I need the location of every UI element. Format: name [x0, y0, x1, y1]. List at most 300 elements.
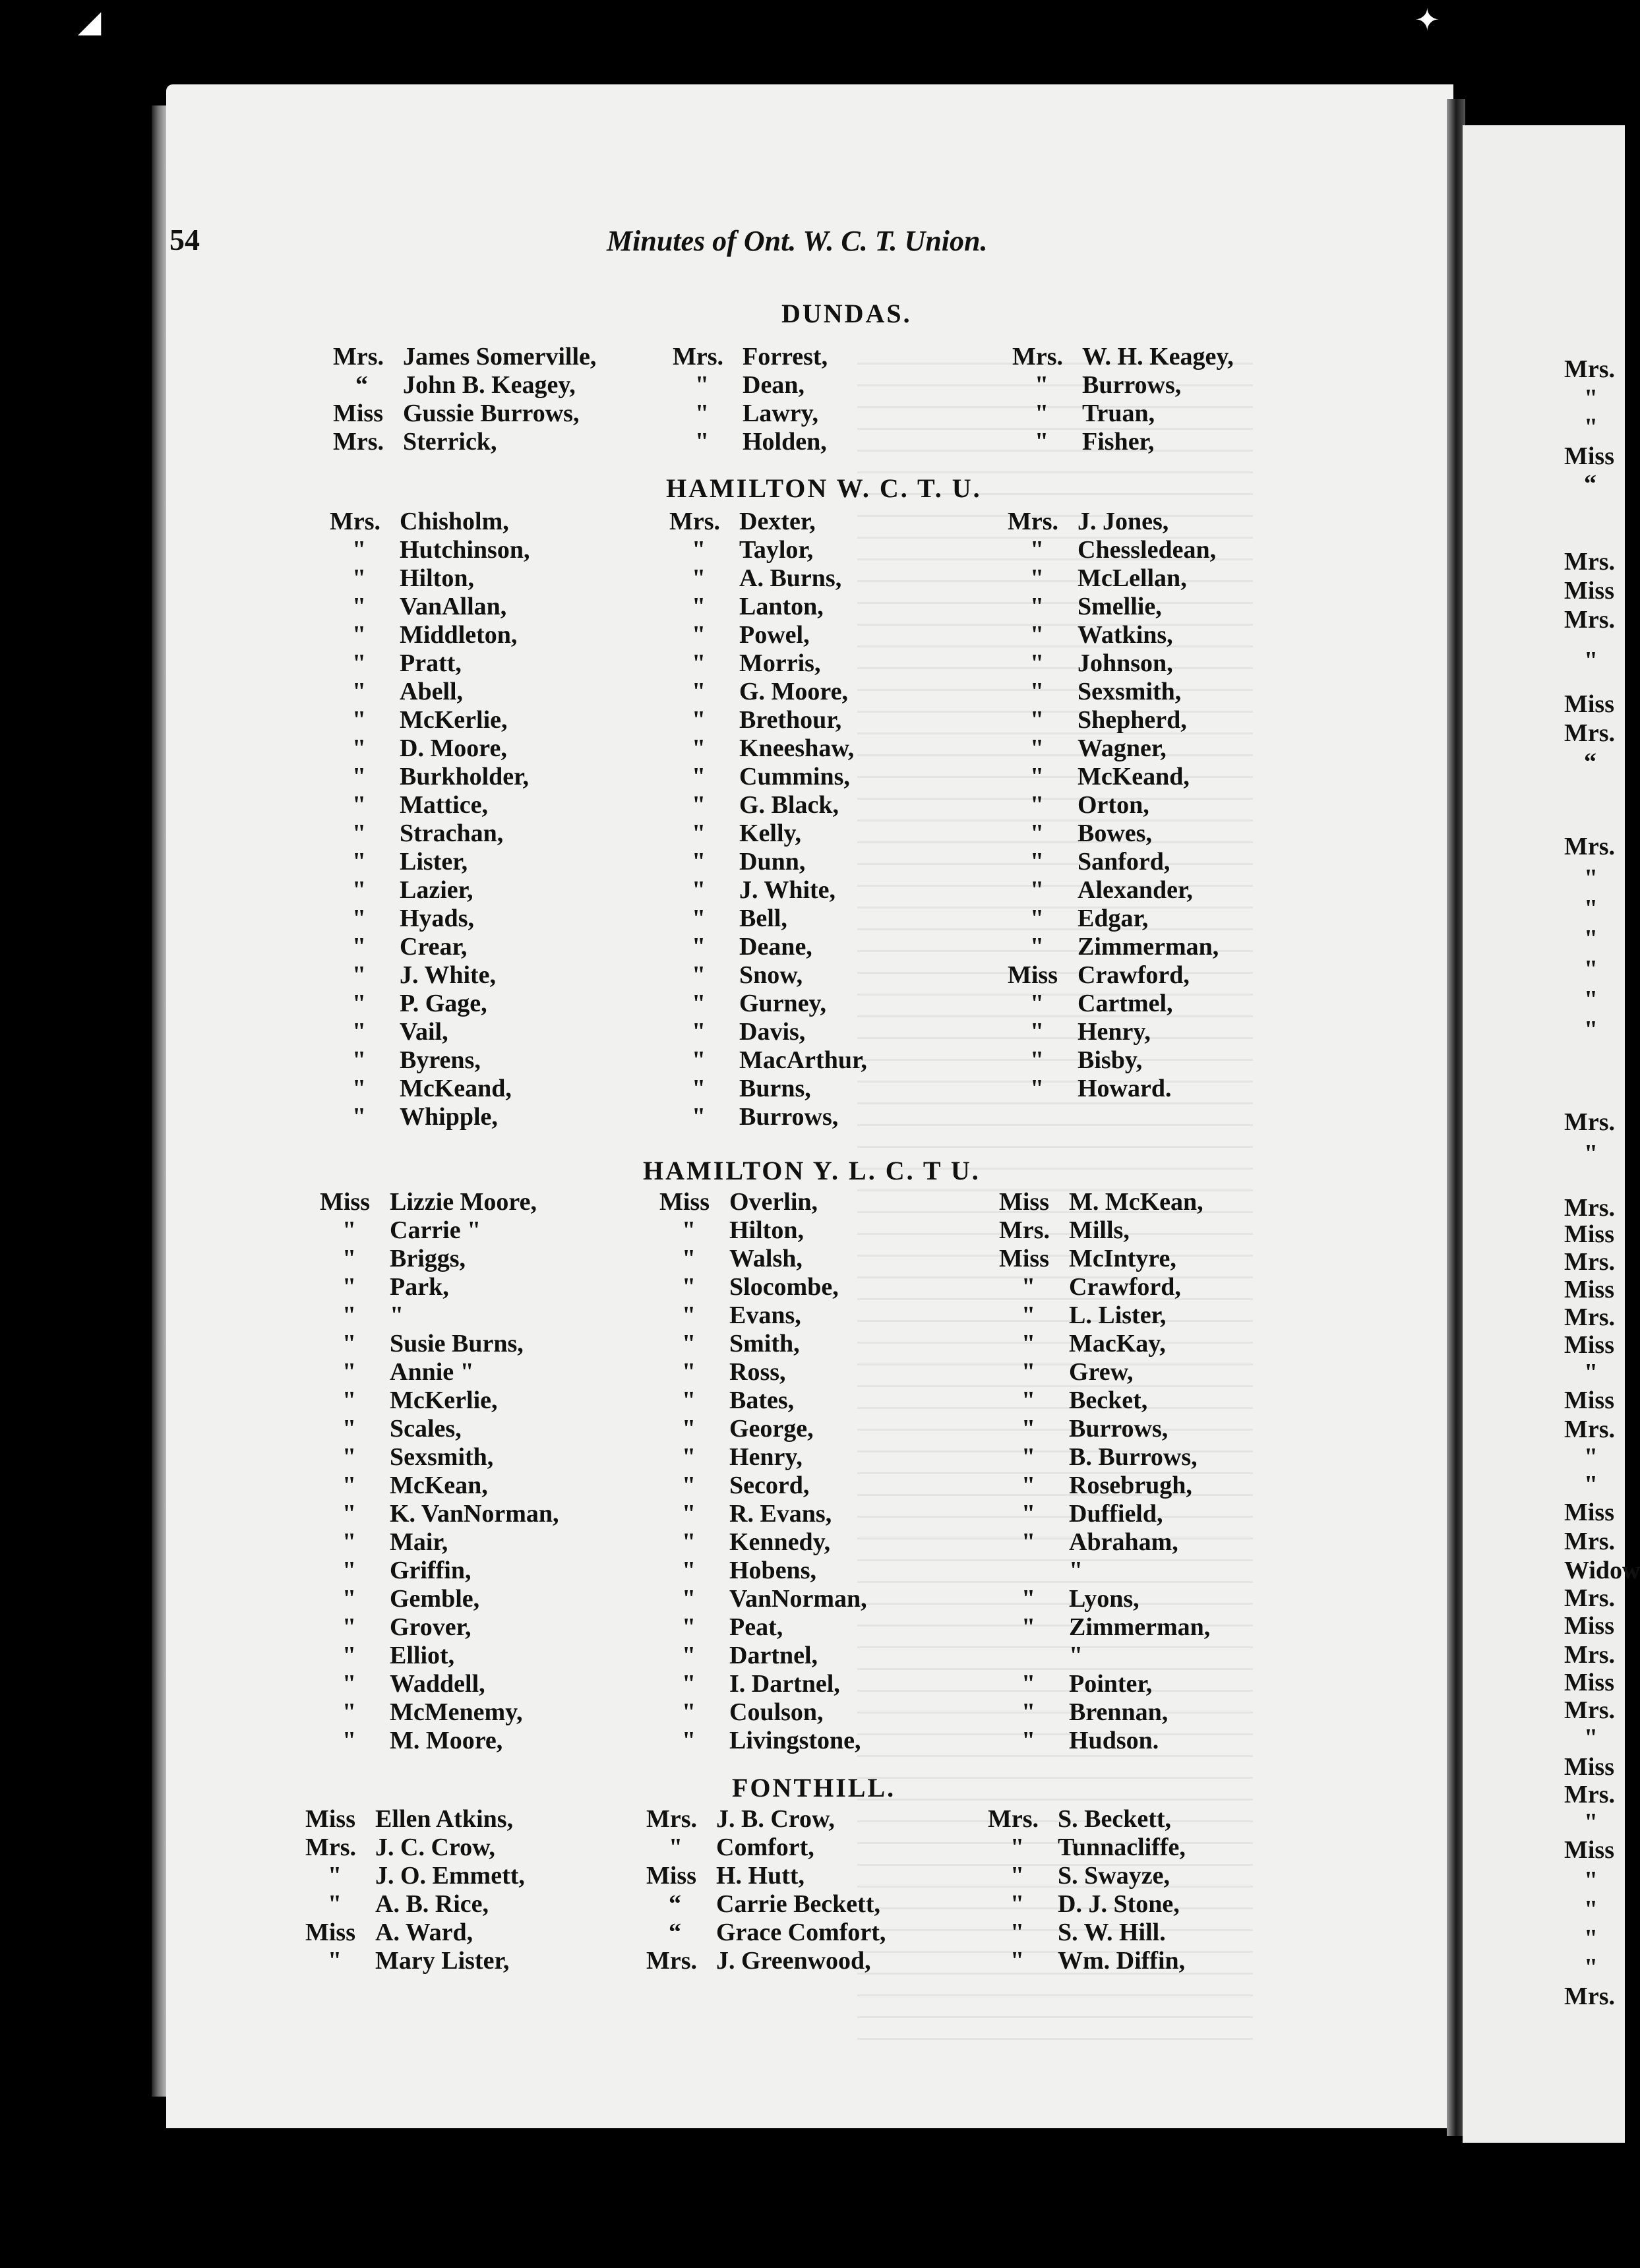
- section-title: HAMILTON W. C. T. U.: [666, 473, 982, 503]
- member-title: ": [342, 1387, 357, 1414]
- member-title: Miss: [659, 1188, 710, 1216]
- member-entry: [669, 820, 867, 848]
- member-entry: [659, 1557, 867, 1585]
- member-name: Gussie Burrows,: [403, 400, 580, 427]
- member-entry: [999, 1585, 1210, 1613]
- member-entry: [320, 1443, 559, 1472]
- facing-page-title: ": [1584, 384, 1598, 412]
- member-name: S. Swayze,: [1058, 1862, 1170, 1890]
- member-name: McIntyre,: [1069, 1245, 1176, 1272]
- member-entry: [320, 1642, 559, 1670]
- member-name: Scales,: [390, 1415, 462, 1443]
- member-name: Burkholder,: [400, 763, 530, 791]
- facing-page-title: ": [1584, 1895, 1598, 1923]
- member-entry: [999, 1245, 1210, 1273]
- running-head: Minutes of Ont. W. C. T. Union.: [607, 225, 988, 257]
- name-column: [988, 1805, 1186, 1975]
- member-title: ": [682, 1613, 696, 1641]
- member-entry: [1012, 343, 1234, 371]
- name-column: [673, 343, 828, 456]
- member-title: ": [692, 649, 706, 677]
- member-title: ": [692, 1018, 706, 1046]
- member-title: ": [682, 1642, 696, 1669]
- member-name: Cartmel,: [1078, 990, 1173, 1017]
- member-entry: [333, 371, 596, 400]
- member-entry: [1008, 706, 1219, 734]
- member-title: Miss: [999, 1188, 1049, 1216]
- member-name: Burns,: [739, 1075, 811, 1102]
- member-title: Miss: [333, 400, 383, 427]
- member-title: ": [1030, 593, 1045, 620]
- member-name: G. Moore,: [739, 678, 848, 705]
- member-entry: [320, 1301, 559, 1330]
- member-entry: [1008, 1046, 1219, 1075]
- member-entry: [305, 1919, 525, 1947]
- member-name: Park,: [390, 1273, 449, 1301]
- member-entry: [333, 428, 596, 456]
- member-title: ": [352, 961, 367, 989]
- member-entry: [999, 1330, 1210, 1358]
- member-name: Dartnel,: [729, 1642, 818, 1669]
- facing-page-title: Mrs.: [1564, 1641, 1616, 1669]
- member-name: I. Dartnel,: [729, 1670, 840, 1698]
- member-name: Griffin,: [390, 1557, 471, 1584]
- member-title: ": [328, 1862, 342, 1890]
- member-entry: [333, 400, 596, 428]
- member-name: Ellen Atkins,: [375, 1805, 514, 1833]
- member-entry: [669, 990, 867, 1018]
- member-entry: [320, 1698, 559, 1727]
- member-title: ": [342, 1613, 357, 1641]
- name-column: [320, 1188, 559, 1755]
- member-name: George,: [729, 1415, 814, 1443]
- member-title: Miss: [1008, 961, 1058, 989]
- member-entry: [1008, 763, 1219, 791]
- member-title: ": [1021, 1273, 1036, 1301]
- member-title: ": [1030, 649, 1045, 677]
- member-entry: [669, 905, 867, 933]
- member-entry: [320, 1330, 559, 1358]
- member-name: Mary Lister,: [375, 1947, 510, 1975]
- member-name: McKerlie,: [390, 1387, 498, 1414]
- member-name: Kelly,: [739, 820, 801, 847]
- facing-page-title: Mrs.: [1564, 606, 1616, 634]
- member-name: G. Black,: [739, 791, 839, 819]
- member-title: ": [1030, 536, 1045, 564]
- member-name: Abell,: [400, 678, 464, 705]
- name-column: [999, 1188, 1210, 1755]
- member-entry: [330, 564, 530, 593]
- member-name: J. Jones,: [1078, 508, 1169, 535]
- facing-page-title: Miss: [1564, 442, 1614, 470]
- corner-mark-icon: ◢: [78, 5, 102, 38]
- facing-page-title: Mrs.: [1564, 1781, 1616, 1808]
- member-entry: [1008, 820, 1219, 848]
- member-name: Grover,: [390, 1613, 471, 1641]
- member-name: Rosebrugh,: [1069, 1472, 1192, 1499]
- member-title: ": [342, 1245, 357, 1272]
- facing-page-title: Mrs.: [1564, 1528, 1616, 1555]
- member-entry: [330, 876, 530, 905]
- member-entry: [330, 706, 530, 734]
- member-entry: [330, 933, 530, 961]
- member-name: Smellie,: [1078, 593, 1162, 620]
- member-title: ": [342, 1727, 357, 1754]
- member-name: J. Greenwood,: [716, 1947, 871, 1975]
- member-entry: [330, 678, 530, 706]
- member-entry: [1008, 734, 1219, 763]
- member-title: ": [692, 564, 706, 592]
- facing-page-title: Mrs.: [1564, 1416, 1616, 1443]
- member-title: ": [342, 1698, 357, 1726]
- member-name: Howard.: [1078, 1075, 1172, 1102]
- member-entry: [320, 1585, 559, 1613]
- member-title: ": [1030, 1018, 1045, 1046]
- name-column: [305, 1805, 525, 1975]
- member-title: Mrs.: [333, 343, 384, 371]
- member-name: MacArthur,: [739, 1046, 867, 1074]
- member-name: A. Burns,: [739, 564, 842, 592]
- member-entry: [320, 1472, 559, 1500]
- member-title: ": [692, 848, 706, 876]
- facing-page-title: Miss: [1564, 1612, 1614, 1640]
- member-title: Mrs.: [646, 1805, 698, 1833]
- member-title: ": [1035, 428, 1049, 456]
- member-entry: [669, 678, 867, 706]
- member-title: ": [342, 1358, 357, 1386]
- member-entry: [320, 1415, 559, 1443]
- member-entry: [988, 1834, 1186, 1862]
- member-title: ": [342, 1216, 357, 1244]
- member-name: Kennedy,: [729, 1528, 831, 1556]
- member-entry: [669, 1075, 867, 1103]
- member-title: ": [342, 1585, 357, 1613]
- member-name: Mair,: [390, 1528, 448, 1556]
- member-entry: [669, 706, 867, 734]
- member-title: ": [1030, 990, 1045, 1017]
- facing-page-title: ": [1584, 895, 1598, 922]
- member-name: M. McKean,: [1069, 1188, 1203, 1216]
- member-title: ": [352, 564, 367, 592]
- member-name: VanAllan,: [400, 593, 507, 620]
- member-entry: [330, 621, 530, 649]
- member-title: Miss: [320, 1188, 370, 1216]
- facing-page-title: Mrs.: [1564, 1983, 1616, 2010]
- facing-page-title: Miss: [1564, 1753, 1614, 1781]
- member-title: ": [342, 1330, 357, 1358]
- member-title: ": [682, 1387, 696, 1414]
- member-entry: [330, 763, 530, 791]
- facing-page-title: ": [1584, 864, 1598, 892]
- member-name: Davis,: [739, 1018, 806, 1046]
- member-entry: [988, 1805, 1186, 1834]
- member-title: ": [692, 1103, 706, 1131]
- member-name: K. VanNorman,: [390, 1500, 559, 1528]
- member-entry: [646, 1834, 886, 1862]
- facing-page-title: Miss: [1564, 690, 1614, 718]
- facing-page-title: ": [1584, 1140, 1598, 1168]
- member-title: ": [1030, 876, 1045, 904]
- member-entry: [1008, 961, 1219, 990]
- member-entry: [320, 1273, 559, 1301]
- facing-page-title: Mrs.: [1564, 1584, 1616, 1612]
- facing-page-title: Miss: [1564, 1499, 1614, 1526]
- member-entry: [1012, 371, 1234, 400]
- member-name: Deane,: [739, 933, 812, 961]
- member-title: Mrs.: [999, 1216, 1050, 1244]
- member-title: Mrs.: [305, 1834, 357, 1861]
- member-entry: [659, 1727, 867, 1755]
- name-column: [659, 1188, 867, 1755]
- member-entry: [659, 1500, 867, 1528]
- member-name: Burrows,: [1069, 1415, 1169, 1443]
- facing-page-title: ": [1584, 986, 1598, 1013]
- facing-page-title: ": [1584, 955, 1598, 983]
- member-entry: [330, 593, 530, 621]
- member-name: Wagner,: [1078, 734, 1167, 762]
- facing-page-title: Mrs.: [1564, 1248, 1616, 1276]
- member-title: ": [1021, 1415, 1036, 1443]
- member-title: ": [342, 1273, 357, 1301]
- member-title: ": [682, 1528, 696, 1556]
- member-entry: [659, 1188, 867, 1216]
- member-entry: [659, 1415, 867, 1443]
- member-name: Sterrick,: [403, 428, 497, 456]
- member-entry: [1008, 905, 1219, 933]
- name-column: [333, 343, 596, 456]
- member-entry: [1008, 678, 1219, 706]
- member-title: ": [352, 678, 367, 705]
- facing-page-title: Miss: [1564, 577, 1614, 605]
- member-entry: [1008, 1075, 1219, 1103]
- member-title: ": [342, 1528, 357, 1556]
- member-name: McMenemy,: [390, 1698, 523, 1726]
- member-entry: [320, 1557, 559, 1585]
- facing-page-title: Miss: [1564, 1220, 1614, 1248]
- member-name: McKeand,: [1078, 763, 1190, 791]
- member-name: Burrows,: [1082, 371, 1182, 399]
- member-title: ": [682, 1273, 696, 1301]
- facing-page-title: Miss: [1564, 1669, 1614, 1696]
- member-entry: [305, 1862, 525, 1890]
- member-name: Smith,: [729, 1330, 800, 1358]
- member-entry: [646, 1805, 886, 1834]
- member-entry: [320, 1387, 559, 1415]
- member-name: Hutchinson,: [400, 536, 530, 564]
- member-title: ": [1021, 1528, 1036, 1556]
- member-name: Zimmerman,: [1069, 1613, 1211, 1641]
- member-entry: [669, 1018, 867, 1046]
- member-title: ": [1030, 1075, 1045, 1102]
- member-name: McKeand,: [400, 1075, 512, 1102]
- member-title: ": [1010, 1947, 1025, 1975]
- member-name: Sexsmith,: [390, 1443, 494, 1471]
- member-entry: [320, 1188, 559, 1216]
- member-title: ": [692, 820, 706, 847]
- member-name: Abraham,: [1069, 1528, 1178, 1556]
- facing-page-title: Mrs.: [1564, 1108, 1616, 1136]
- member-name: Livingstone,: [729, 1727, 861, 1754]
- member-title: ": [342, 1500, 357, 1528]
- member-entry: [330, 1103, 530, 1131]
- member-name: P. Gage,: [400, 990, 487, 1017]
- member-title: ": [352, 990, 367, 1017]
- member-entry: [669, 933, 867, 961]
- member-entry: [669, 564, 867, 593]
- member-entry: [669, 593, 867, 621]
- member-name: Briggs,: [390, 1245, 466, 1272]
- member-name: Slocombe,: [729, 1273, 839, 1301]
- member-name: S. Beckett,: [1058, 1805, 1172, 1833]
- member-title: Mrs.: [646, 1947, 698, 1975]
- facing-page-title: Mrs.: [1564, 833, 1616, 860]
- member-name: Shepherd,: [1078, 706, 1187, 734]
- member-name: Chessledean,: [1078, 536, 1217, 564]
- member-title: ": [682, 1358, 696, 1386]
- member-name: Annie ": [390, 1358, 474, 1386]
- facing-page-title: ": [1584, 1359, 1598, 1387]
- member-title: ": [1021, 1301, 1036, 1329]
- member-name: Evans,: [729, 1301, 801, 1329]
- member-entry: [669, 1046, 867, 1075]
- member-entry: [669, 536, 867, 564]
- member-name: McKerlie,: [400, 706, 508, 734]
- member-name: ": [1069, 1557, 1083, 1584]
- member-title: ": [342, 1443, 357, 1471]
- facing-page-title: ": [1584, 1925, 1598, 1952]
- member-name: Comfort,: [716, 1834, 814, 1861]
- member-entry: [669, 763, 867, 791]
- facing-page-title: “: [1584, 470, 1596, 498]
- name-column: [1012, 343, 1234, 456]
- facing-page-title: ": [1584, 1724, 1598, 1752]
- member-title: ": [669, 1834, 683, 1861]
- member-name: Gurney,: [739, 990, 826, 1017]
- member-title: ": [352, 820, 367, 847]
- member-title: ": [1030, 848, 1045, 876]
- name-column: [669, 508, 867, 1131]
- member-title: ": [692, 763, 706, 791]
- member-title: ": [328, 1947, 342, 1975]
- member-entry: [320, 1528, 559, 1557]
- member-entry: [330, 536, 530, 564]
- member-title: ": [1021, 1387, 1036, 1414]
- member-title: ": [328, 1890, 342, 1918]
- member-name: Hilton,: [729, 1216, 804, 1244]
- member-name: James Somerville,: [403, 343, 597, 371]
- member-name: McLellan,: [1078, 564, 1187, 592]
- member-name: Morris,: [739, 649, 821, 677]
- member-name: Henry,: [1078, 1018, 1151, 1046]
- member-name: Waddell,: [390, 1670, 485, 1698]
- member-entry: [333, 343, 596, 371]
- member-title: ": [682, 1330, 696, 1358]
- member-name: McKean,: [390, 1472, 488, 1499]
- member-entry: [1008, 876, 1219, 905]
- member-name: John B. Keagey,: [403, 371, 576, 399]
- member-title: ": [352, 1018, 367, 1046]
- member-title: ": [692, 1046, 706, 1074]
- member-entry: [1008, 990, 1219, 1018]
- member-title: ": [1030, 621, 1045, 649]
- member-title: ": [1021, 1330, 1036, 1358]
- corner-mark-icon: ✦: [1414, 3, 1440, 37]
- member-title: ": [692, 536, 706, 564]
- member-entry: [330, 734, 530, 763]
- member-name: Powel,: [739, 621, 810, 649]
- facing-page-title: ": [1584, 1016, 1598, 1044]
- facing-page-title: ": [1584, 413, 1598, 441]
- member-name: Hilton,: [400, 564, 474, 592]
- facing-page-title: ": [1584, 1954, 1598, 1981]
- member-title: Miss: [305, 1805, 355, 1833]
- member-title: [999, 1642, 1069, 1670]
- member-name: M. Moore,: [390, 1727, 503, 1754]
- member-entry: [659, 1245, 867, 1273]
- member-name: Middleton,: [400, 621, 518, 649]
- member-title: Mrs.: [673, 343, 724, 371]
- member-entry: [646, 1890, 886, 1919]
- member-title: ": [1021, 1500, 1036, 1528]
- member-entry: [673, 371, 828, 400]
- member-entry: [1008, 564, 1219, 593]
- section-title: FONTHILL.: [732, 1773, 896, 1803]
- facing-page-title: ": [1584, 925, 1598, 953]
- member-name: Chisholm,: [400, 508, 509, 535]
- member-entry: [659, 1642, 867, 1670]
- member-title: ": [1021, 1698, 1036, 1726]
- member-name: Lanton,: [739, 593, 824, 620]
- member-title: ": [352, 933, 367, 961]
- member-name: R. Evans,: [729, 1500, 832, 1528]
- member-title: ": [342, 1670, 357, 1698]
- facing-page-title: Miss: [1564, 1836, 1614, 1864]
- member-entry: [673, 343, 828, 371]
- member-entry: [330, 820, 530, 848]
- member-entry: [999, 1500, 1210, 1528]
- facing-page-title: ": [1584, 1471, 1598, 1499]
- member-title: ": [692, 990, 706, 1017]
- member-name: Pratt,: [400, 649, 462, 677]
- member-name: ": [1069, 1642, 1083, 1669]
- section-title: DUNDAS.: [781, 299, 912, 328]
- member-entry: [999, 1557, 1210, 1585]
- member-title: ": [1030, 734, 1045, 762]
- member-name: Brennan,: [1069, 1698, 1169, 1726]
- member-name: A. Ward,: [375, 1919, 473, 1946]
- member-entry: [669, 791, 867, 820]
- member-title: Miss: [999, 1245, 1049, 1272]
- member-entry: [673, 428, 828, 456]
- member-entry: [330, 1046, 530, 1075]
- member-name: Crear,: [400, 933, 468, 961]
- member-entry: [999, 1727, 1210, 1755]
- member-entry: [1008, 593, 1219, 621]
- member-name: Grace Comfort,: [716, 1919, 886, 1946]
- member-name: Becket,: [1069, 1387, 1148, 1414]
- member-name: Lyons,: [1069, 1585, 1139, 1613]
- member-entry: [646, 1862, 886, 1890]
- member-title: ": [692, 961, 706, 989]
- member-title: Mrs.: [333, 428, 384, 456]
- member-entry: [330, 905, 530, 933]
- member-entry: [305, 1890, 525, 1919]
- member-title: ": [1035, 400, 1049, 427]
- member-name: Holden,: [743, 428, 827, 456]
- member-entry: [669, 876, 867, 905]
- member-entry: [320, 1727, 559, 1755]
- name-column: [1008, 508, 1219, 1103]
